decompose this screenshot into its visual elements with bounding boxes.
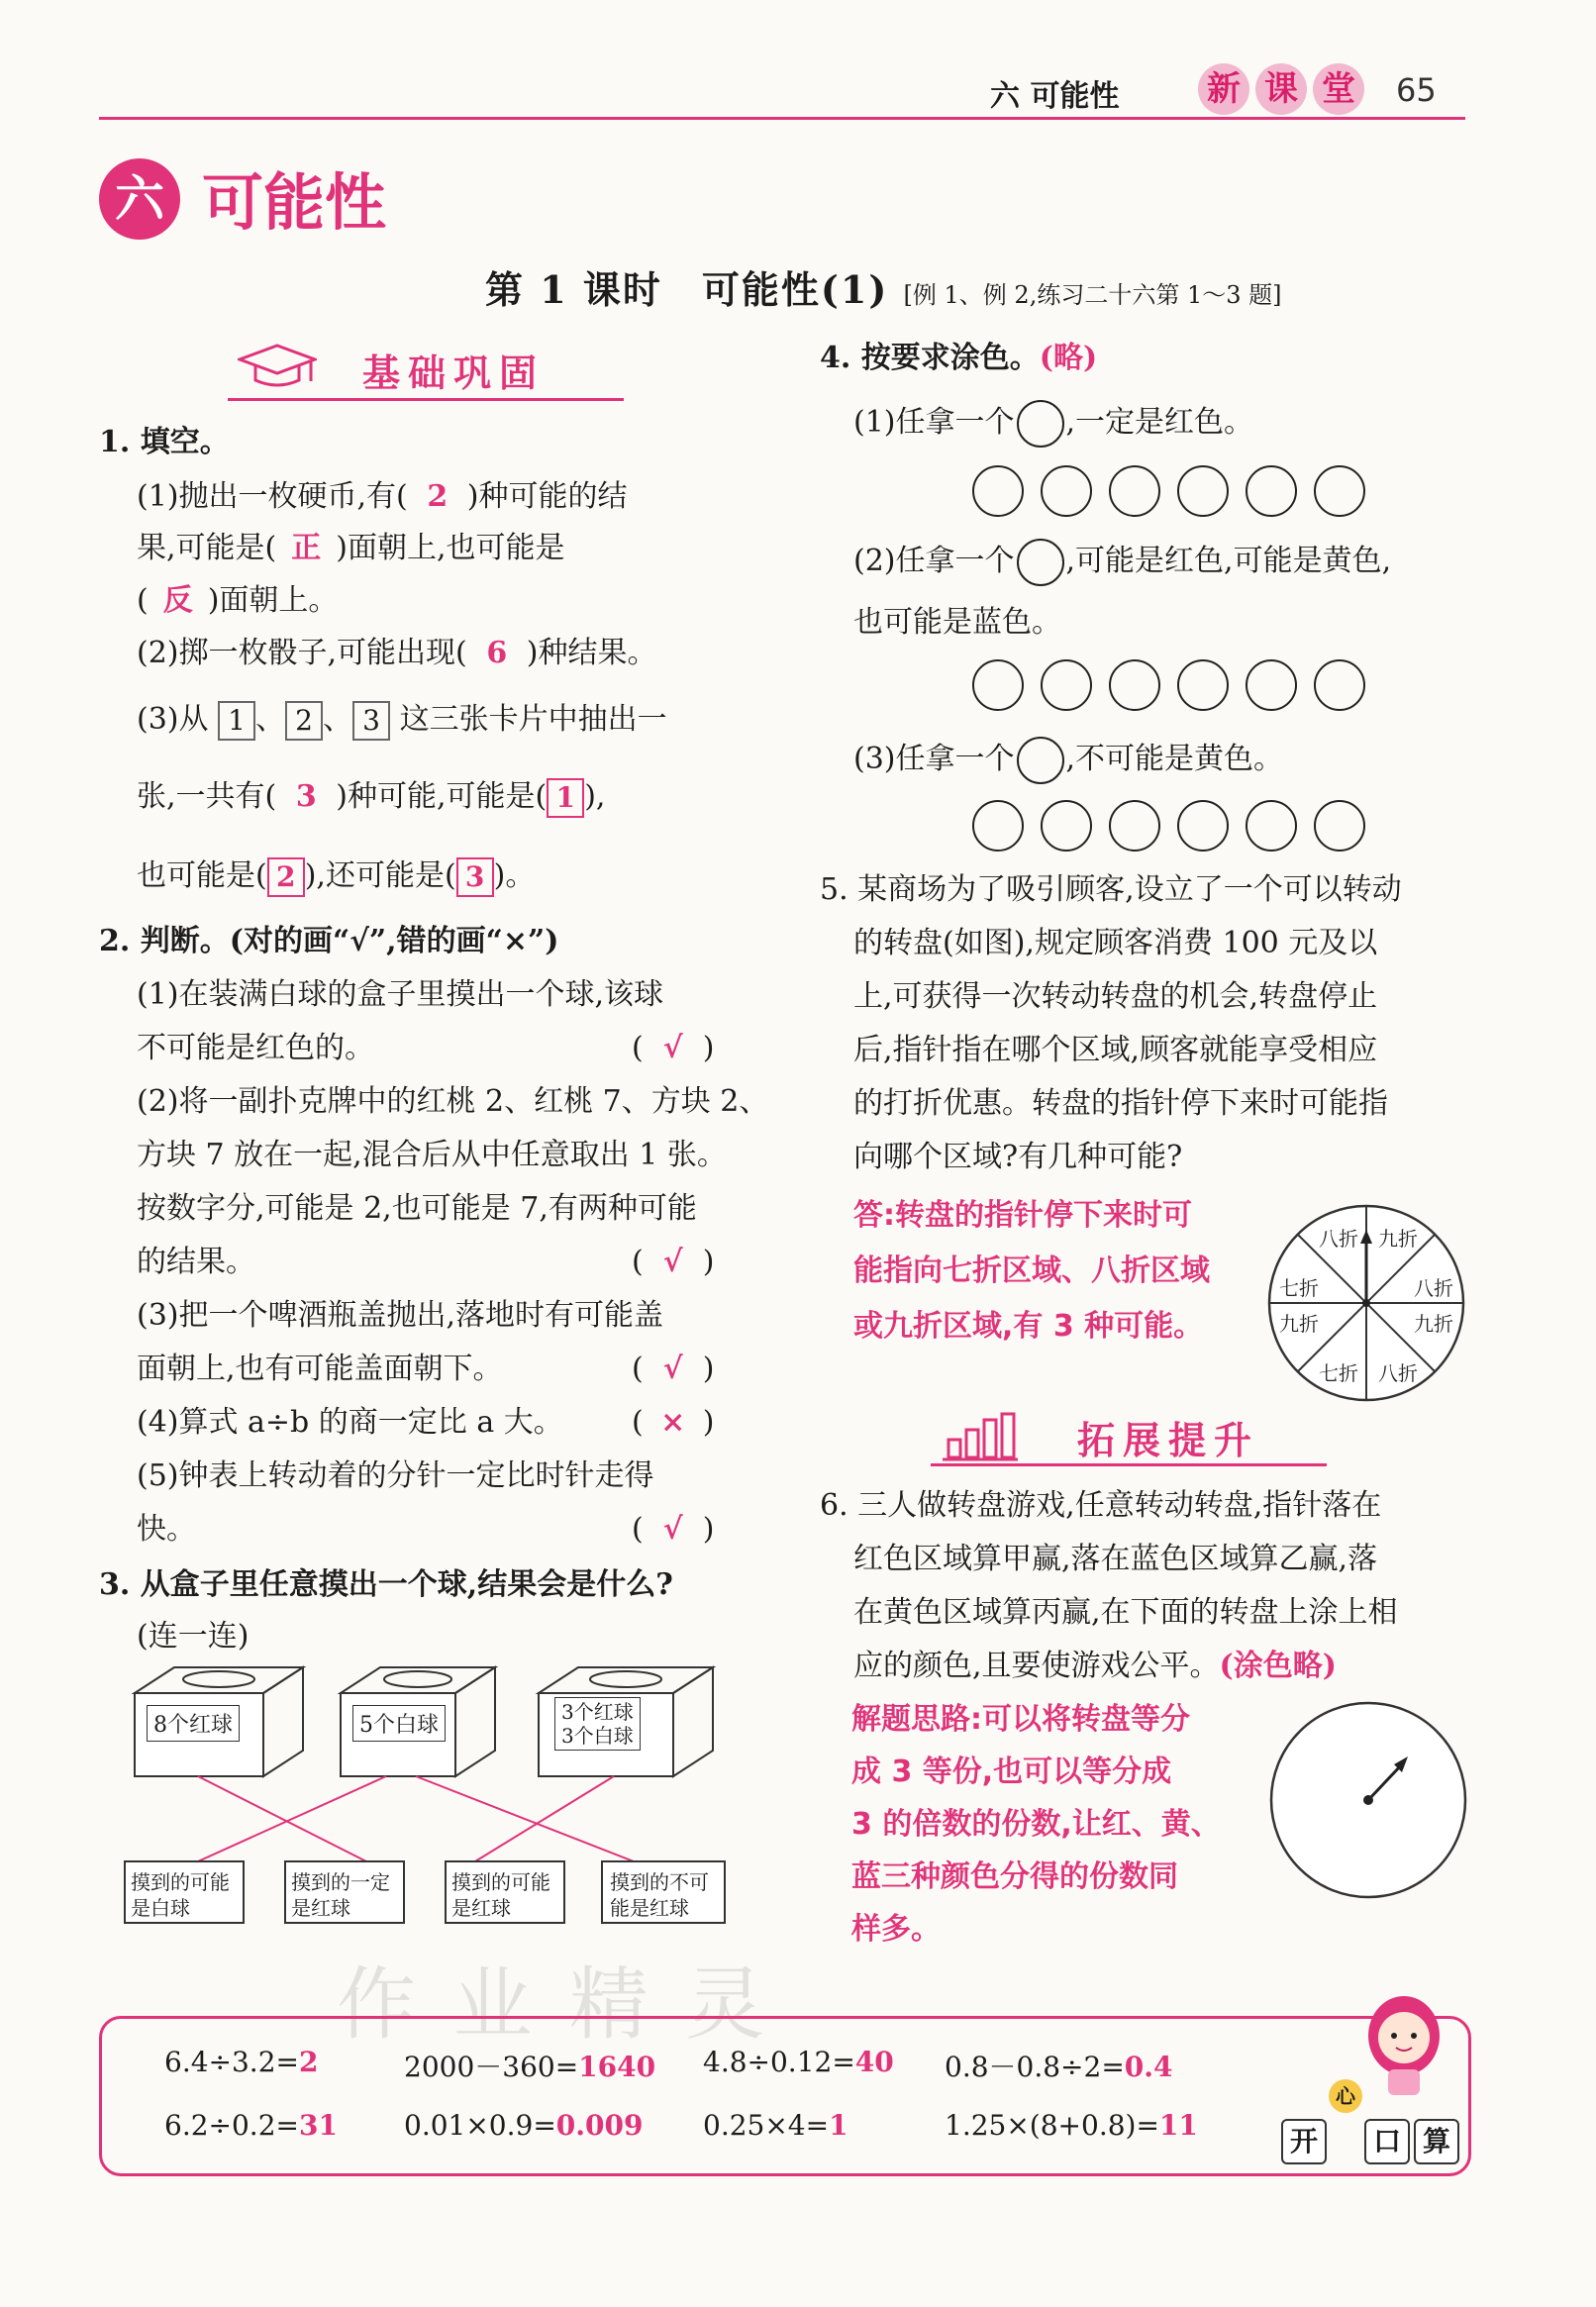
q1-p2: (2)掷一枚骰子,可能出现( 6 )种结果。	[137, 627, 656, 680]
q5-line-3: 上,可获得一次转动转盘的机会,转盘停止	[853, 979, 1378, 1014]
section-extend-title: 拓展提升	[1077, 1419, 1260, 1462]
q4-circles-2	[972, 659, 1382, 711]
wheel-label-1: 八折	[1319, 1227, 1358, 1251]
badge-char-3: 口	[1364, 2119, 1410, 2164]
q6-line-3: 在黄色区域算丙赢,在下面的转盘上涂上相	[853, 1595, 1398, 1630]
q5-line-6: 向哪个区域?有几种可能?	[853, 1140, 1183, 1174]
q2-mark-5: √	[662, 1512, 683, 1547]
q1-p3-line3: 也可能是( 2 ),还可能是( 3 )。	[137, 850, 535, 903]
page-number: 65	[1396, 71, 1437, 109]
calc-1-4: 0.8－0.8÷2=0.4	[945, 2051, 1173, 2083]
circle-1-6[interactable]	[1314, 465, 1365, 517]
wheel-label-7: 九折	[1279, 1312, 1319, 1336]
ball-icon	[1017, 400, 1064, 448]
box-3-label: 3个红球 3个白球	[554, 1697, 641, 1751]
girl-mascot-icon	[1354, 1980, 1453, 2099]
circle-1-5[interactable]	[1246, 465, 1297, 517]
wheel-label-5: 八折	[1378, 1361, 1418, 1385]
logo-char-2: 课	[1255, 63, 1307, 115]
circle-3-1[interactable]	[972, 800, 1024, 852]
circle-2-6[interactable]	[1314, 659, 1365, 711]
q1-title: 1. 填空。	[99, 425, 230, 459]
q2-mark-1: √	[662, 1031, 683, 1065]
answer-card-2: 2	[267, 857, 305, 897]
q5-answer: 答:转盘的指针停下来时可 能指向七折区域、八折区域 或九折区域,有 3 种可能。	[853, 1198, 1210, 1344]
q5-line-1: 5. 某商场为了吸引顾客,设立了一个可以转动	[820, 872, 1402, 907]
calc-2-1: 6.2÷0.2=31	[164, 2109, 338, 2142]
wheel-label-2: 九折	[1378, 1227, 1418, 1251]
badge-char-2: 心	[1329, 2079, 1362, 2113]
box-1-label: 8个红球	[147, 1705, 240, 1742]
circle-3-2[interactable]	[1041, 800, 1092, 852]
chapter-badge: 六	[99, 158, 180, 240]
card-3: 3	[352, 701, 390, 741]
q2-mark-3: √	[662, 1352, 683, 1386]
q3-title: 3. 从盒子里任意摸出一个球,结果会是什么?	[99, 1567, 673, 1602]
circle-2-3[interactable]	[1109, 659, 1160, 711]
result-1: 摸到的可能 是白球	[131, 1870, 230, 1920]
circle-3-6[interactable]	[1314, 800, 1365, 852]
watermark: 作 业 精 灵	[337, 1958, 771, 2051]
q4-circles-3	[972, 800, 1382, 852]
q1-p1-line2: 果,可能是( 正 )面朝上,也可能是	[137, 522, 565, 575]
circle-2-4[interactable]	[1177, 659, 1229, 711]
lesson-title	[485, 259, 1282, 314]
circle-3-4[interactable]	[1177, 800, 1229, 852]
result-3: 摸到的可能 是红球	[451, 1870, 550, 1920]
q5-line-2: 的转盘(如图),规定顾客消费 100 元及以	[853, 926, 1378, 960]
q5-line-5: 的打折优惠。转盘的指针停下来时可能指	[853, 1086, 1388, 1121]
logo-char-1: 新	[1198, 63, 1249, 115]
q4-p1: (1)任拿一个 ,一定是红色。	[853, 396, 1253, 450]
header-rule	[99, 117, 1465, 120]
rising-bars-icon	[941, 1410, 1020, 1465]
card-1: 1	[218, 701, 255, 741]
q2-mark-4: ×	[660, 1405, 686, 1440]
q2-items	[137, 968, 769, 1556]
q2-item-3-line-1: (3)把一个啤酒瓶盖抛出,落地时有可能盖	[137, 1298, 664, 1333]
q6-line-2: 红色区域算甲赢,落在蓝色区域算乙赢,落	[853, 1542, 1378, 1576]
circle-1-2[interactable]	[1041, 465, 1092, 517]
q5-line-4: 后,指针指在哪个区域,顾客就能享受相应	[853, 1033, 1378, 1067]
match-lines	[198, 1776, 634, 1861]
q1-p3-answer-count: 3	[295, 779, 317, 814]
circle-2-5[interactable]	[1246, 659, 1297, 711]
logo-char-3: 堂	[1313, 63, 1364, 115]
wheel-label-3: 八折	[1414, 1276, 1453, 1300]
result-4: 摸到的不可 能是红球	[610, 1870, 709, 1920]
grad-cap-icon	[238, 342, 317, 391]
circle-1-3[interactable]	[1109, 465, 1160, 517]
q4-p2: (2)任拿一个 ,可能是红色,可能是黄色,	[853, 535, 1391, 588]
lesson-note: [例 1、例 2,练习二十六第 1～3 题]	[903, 281, 1282, 309]
box-2-label: 5个白球	[352, 1705, 446, 1742]
circle-2-1[interactable]	[972, 659, 1024, 711]
q4-p2-line2: 也可能是蓝色。	[853, 605, 1061, 640]
q4-answer: (略)	[1039, 341, 1098, 375]
q4-p3: (3)任拿一个 ,不可能是黄色。	[853, 733, 1283, 786]
q1-p1-answer-heads: 正	[291, 531, 322, 565]
mental-math-frame	[99, 2016, 1471, 2176]
game-spinner[interactable]	[1261, 1693, 1475, 1907]
calc-1-1: 6.4÷3.2=2	[164, 2046, 319, 2078]
card-2: 2	[285, 701, 323, 741]
q4-circles-1	[972, 465, 1382, 517]
q2-item-2-line-2: 方块 7 放在一起,混合后从中任意取出 1 张。	[137, 1138, 727, 1172]
circle-2-2[interactable]	[1041, 659, 1092, 711]
header-chapter-label: 六 可能性	[990, 79, 1120, 114]
q1-p1-answer-count: 2	[427, 479, 449, 514]
calc-1-2: 2000－360=1640	[404, 2051, 656, 2083]
calc-2-2: 0.01×0.9=0.009	[404, 2109, 644, 2142]
calc-1-3: 4.8÷0.12=40	[703, 2046, 894, 2078]
wheel-label-8: 七折	[1279, 1276, 1319, 1300]
badge-char-1: 开	[1281, 2119, 1327, 2164]
ball-icon	[1017, 539, 1064, 586]
q1-p1-line1: (1)抛出一枚硬币,有( 2 )种可能的结	[137, 470, 627, 524]
circle-1-1[interactable]	[972, 465, 1024, 517]
q1-p1-answer-tails: 反	[162, 583, 193, 618]
lesson-title-text: 第 1 课时 可能性(1)	[485, 267, 889, 312]
badge-char-4: 算	[1414, 2119, 1459, 2164]
calc-2-4: 1.25×(8+0.8)=11	[945, 2109, 1198, 2142]
q5-text	[820, 863, 1463, 1184]
q3-subtitle: (连一连)	[137, 1619, 249, 1654]
q2-item-2: 的结果。 ( √ )	[137, 1236, 760, 1289]
calc-2-3: 0.25×4=1	[703, 2109, 848, 2142]
q2-item-1-line-1: (1)在装满白球的盒子里摸出一个球,该球	[137, 977, 664, 1012]
q1-p3-line2: 张,一共有( 3 )种可能,可能是( 1 ),	[137, 770, 605, 824]
q6-text	[820, 1479, 1473, 1693]
ball-icon	[1017, 737, 1064, 784]
q2-mark-2: √	[662, 1245, 683, 1279]
discount-wheel	[1259, 1196, 1473, 1410]
q2-title: 2. 判断。(对的画“√”,错的画“×”)	[99, 924, 559, 958]
answer-card-3: 3	[456, 857, 494, 897]
q1-p3-line1: (3)从 1 、 2 、 3 这三张卡片中抽出一	[137, 693, 667, 747]
q2-item-5-line-1: (5)钟表上转动着的分针一定比时针走得	[137, 1458, 654, 1493]
wheel-label-4: 九折	[1414, 1312, 1453, 1336]
q6-hint: 解题思路:可以将转盘等分 成 3 等份,也可以等分成 3 的倍数的份数,让红、黄、 蓝三种颜色分得的份数同 样多。	[851, 1702, 1221, 1947]
section-basic-underline	[228, 398, 624, 401]
q1-p1-line3: ( 反 )面朝上。	[137, 574, 338, 628]
section-extend-underline	[931, 1463, 1327, 1466]
circle-3-3[interactable]	[1109, 800, 1160, 852]
circle-3-5[interactable]	[1246, 800, 1297, 852]
q6-line-1: 6. 三人做转盘游戏,任意转动转盘,指针落在	[820, 1488, 1382, 1523]
q2-item-1: 不可能是红色的。 ( √ )	[137, 1022, 760, 1075]
q1-p2-answer: 6	[486, 636, 508, 670]
chapter-title: 可能性	[202, 166, 387, 239]
q2-item-5: 快。 ( √ )	[137, 1503, 760, 1556]
section-basic-title: 基础巩固	[362, 351, 546, 395]
q2-item-3: 面朝上,也有可能盖面朝下。 ( √ )	[137, 1343, 760, 1396]
q2-item-4: (4)算式 a÷b 的商一定比 a 大。 ( × )	[137, 1396, 760, 1450]
q2-item-2-line-1: (2)将一副扑克牌中的红桃 2、红桃 7、方块 2、	[137, 1084, 769, 1119]
q4-title: 4. 按要求涂色。(略)	[820, 341, 1098, 375]
answer-card-1: 1	[547, 778, 584, 818]
q6-line-4: 应的颜色,且要使游戏公平。(涂色略)	[853, 1649, 1337, 1683]
q2-item-2-line-3: 按数字分,可能是 2,也可能是 7,有两种可能	[137, 1191, 697, 1226]
result-2: 摸到的一定 是红球	[291, 1870, 390, 1920]
circle-1-4[interactable]	[1177, 465, 1229, 517]
wheel-label-6: 七折	[1319, 1361, 1358, 1385]
